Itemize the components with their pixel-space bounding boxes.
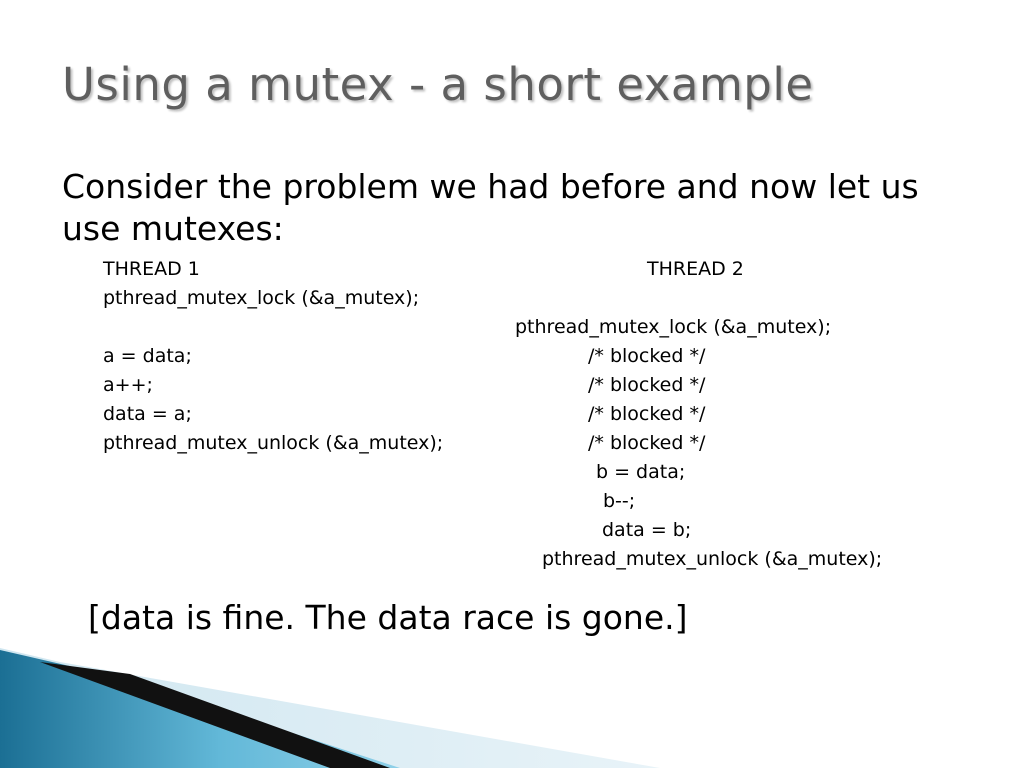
- thread2-line: b = data;: [596, 461, 686, 483]
- thread2-line: /* blocked */: [588, 403, 706, 425]
- thread1-line: data = a;: [103, 403, 192, 425]
- intro-text: Consider the problem we had before and now let us use mutexes:: [62, 167, 919, 248]
- code-comparison: [0, 255, 1024, 585]
- thread2-header: THREAD 2: [647, 258, 744, 280]
- thread1-line: a++;: [103, 374, 153, 396]
- thread2-line: /* blocked */: [588, 345, 706, 367]
- conclusion-note: [data is fine. The data race is gone.]: [88, 598, 688, 637]
- thread1-line: a = data;: [103, 345, 192, 367]
- thread2-line: pthread_mutex_unlock (&a_mutex);: [542, 548, 883, 570]
- decorative-swoosh: [0, 640, 1024, 768]
- thread1-line: pthread_mutex_unlock (&a_mutex);: [103, 432, 444, 454]
- thread2-line: pthread_mutex_lock (&a_mutex);: [515, 316, 832, 338]
- thread1-line: pthread_mutex_lock (&a_mutex);: [103, 287, 420, 309]
- thread2-line: /* blocked */: [588, 374, 706, 396]
- thread2-line: data = b;: [602, 519, 692, 541]
- slide-title: Using a mutex - a short example: [62, 58, 814, 111]
- thread2-line: b--;: [603, 490, 636, 512]
- thread2-line: /* blocked */: [588, 432, 706, 454]
- thread1-header: THREAD 1: [103, 258, 200, 280]
